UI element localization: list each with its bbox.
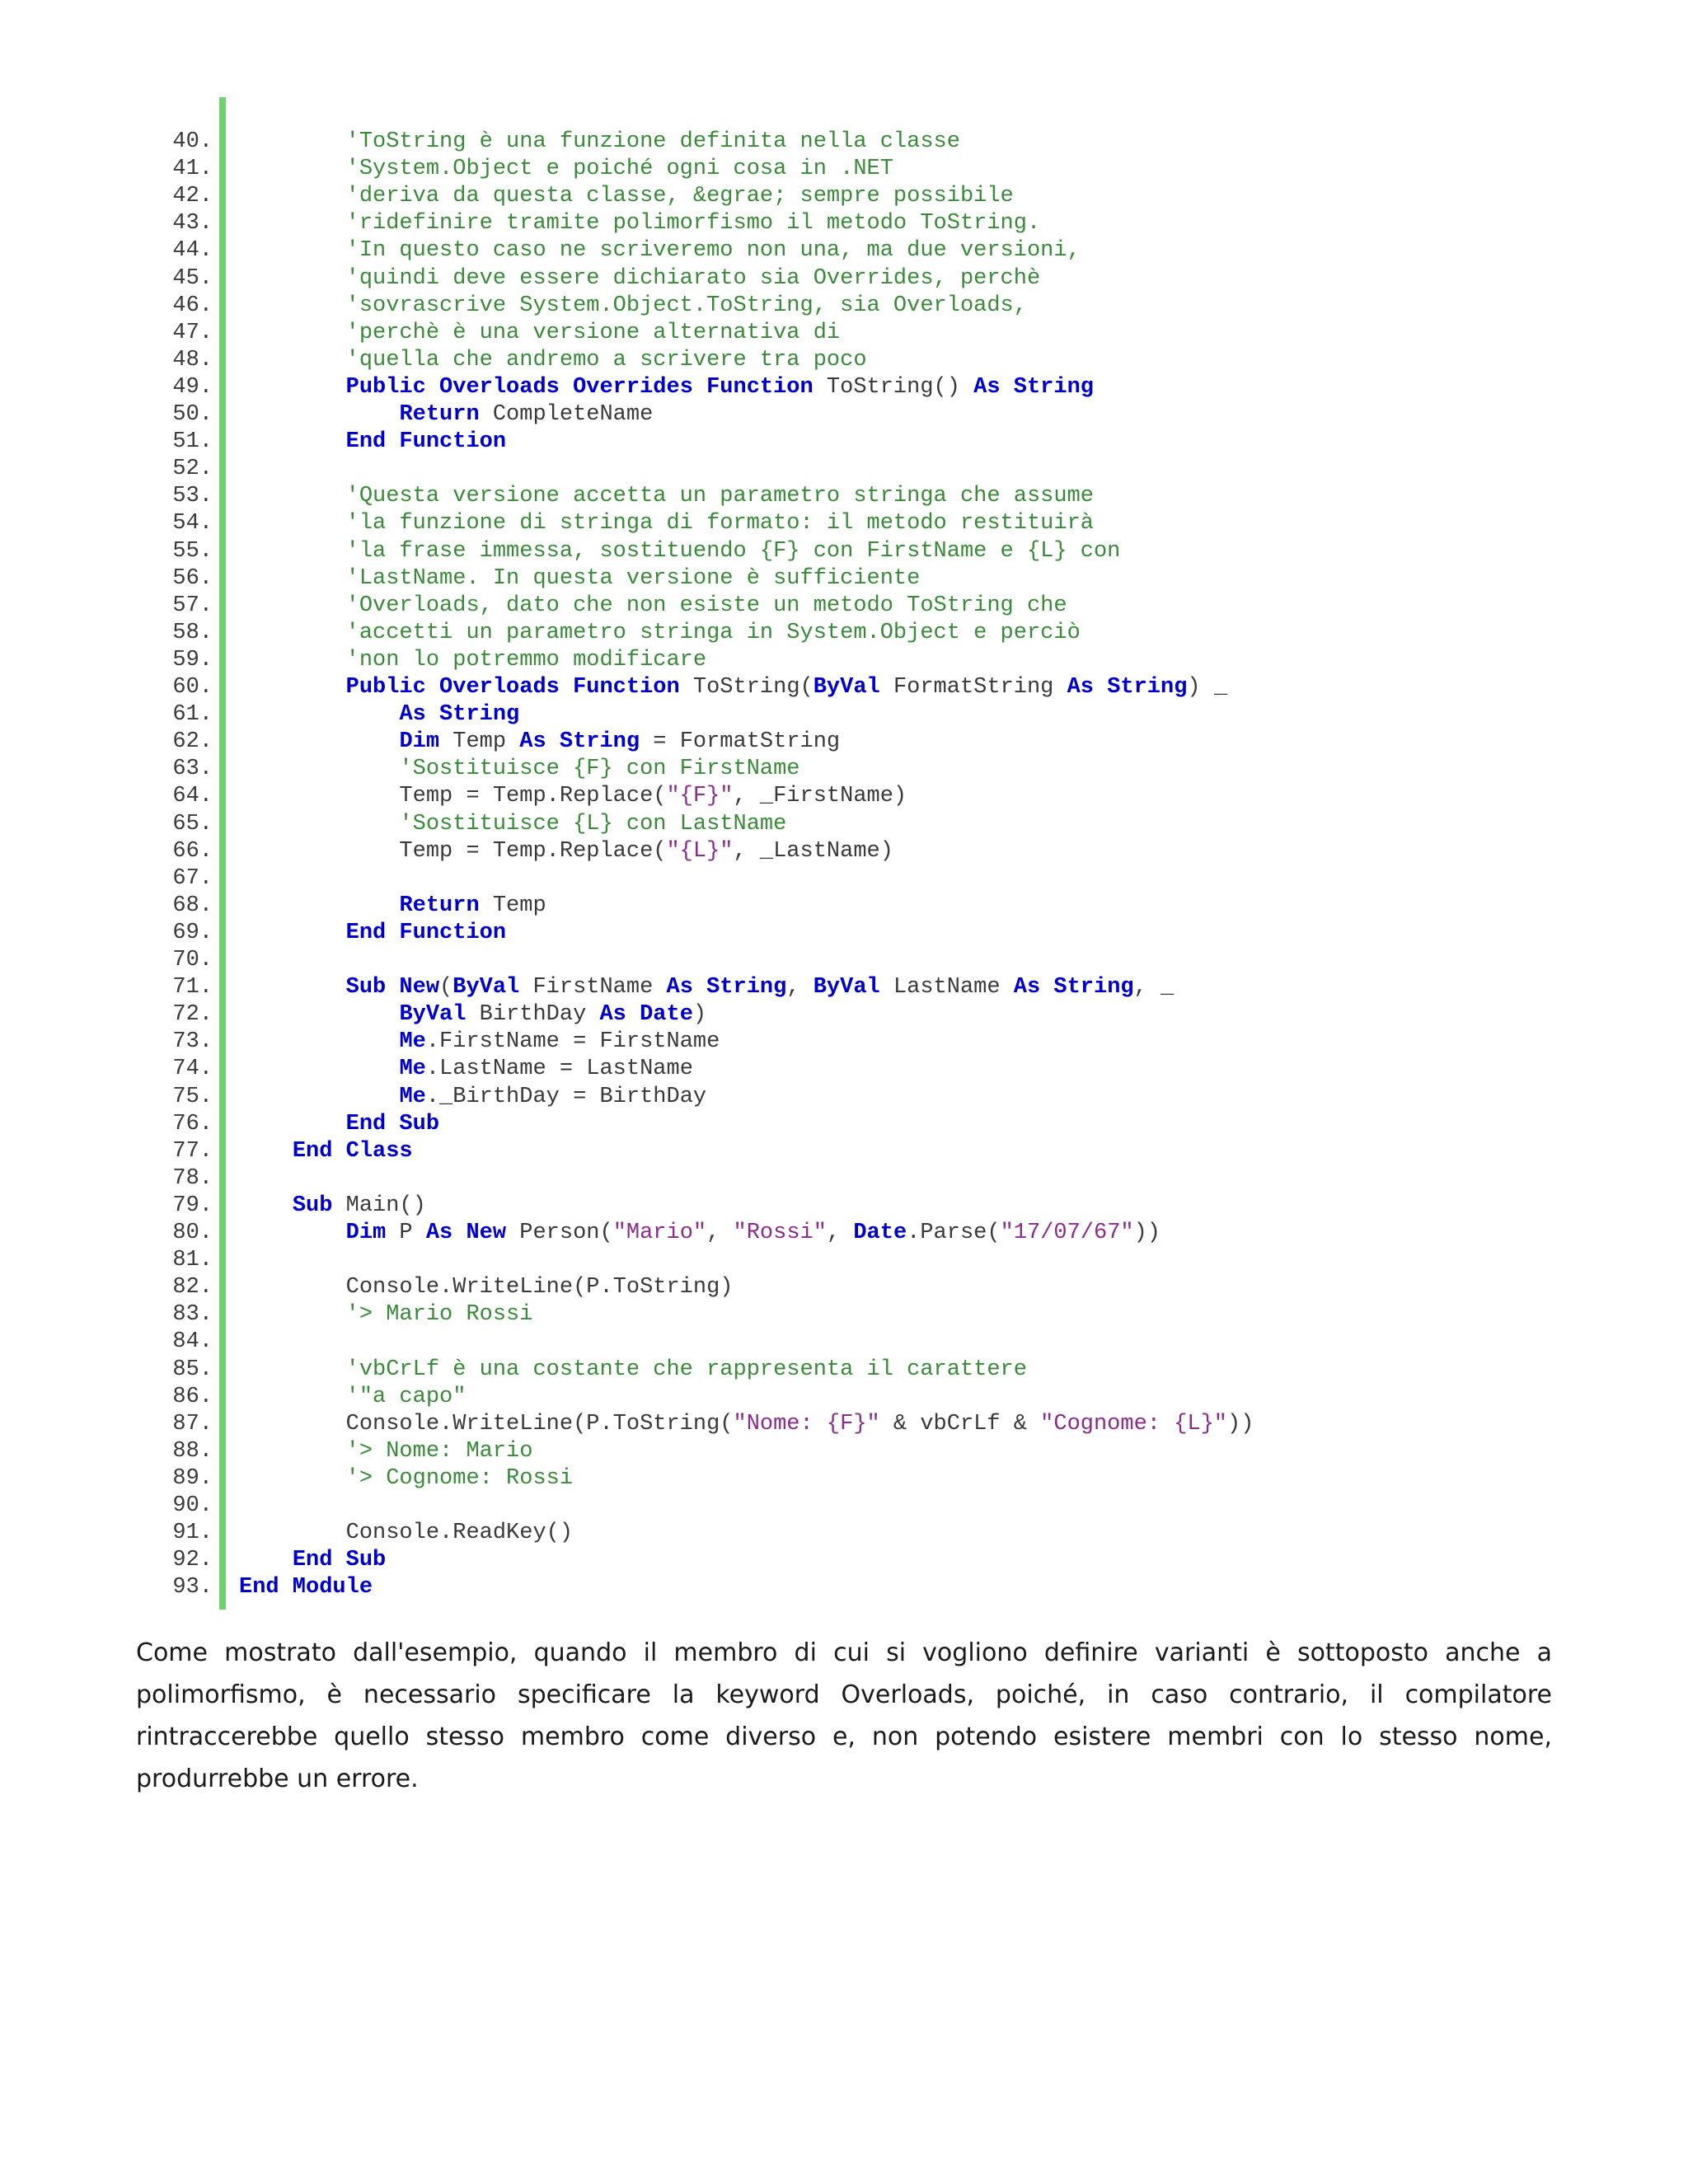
code-line (107, 483, 1343, 510)
code-token: Temp = Temp.Replace( (239, 784, 667, 809)
code-token: BirthDay (466, 1002, 600, 1028)
code-line (107, 156, 1343, 183)
code-token: P (386, 1221, 426, 1245)
code-line (107, 1520, 1343, 1547)
code-token: , (706, 1221, 734, 1245)
line-number: 46. (172, 293, 213, 318)
code-keyword: Public Overloads Overrides Function (345, 374, 814, 400)
code-token: Person( (506, 1221, 613, 1245)
code-line (107, 838, 1343, 865)
code-line (107, 210, 1343, 237)
code-token: ) _ (1187, 675, 1228, 700)
code-text (239, 920, 506, 947)
code-line (107, 320, 1343, 347)
code-keyword: As String (1067, 675, 1188, 700)
code-keyword: Me (399, 1029, 426, 1055)
code-token: )) (1227, 1411, 1254, 1436)
code-text (239, 1547, 386, 1574)
code-text (239, 510, 1094, 537)
code-comment: 'Overloads, dato che non esiste un metodo ToString che (239, 593, 1067, 618)
code-keyword: As String (1013, 975, 1134, 1001)
code-token (239, 702, 399, 727)
code-text (239, 811, 786, 838)
code-text (239, 1301, 532, 1329)
line-number: 45. (172, 265, 213, 291)
code-text (239, 347, 867, 374)
code-keyword: Dim (399, 729, 440, 755)
code-keyword: Sub New (345, 975, 440, 1001)
code-comment: 'la funzione di stringa di formato: il metodo restituirà (239, 511, 1094, 537)
code-line (107, 593, 1343, 620)
line-number: 43. (172, 211, 213, 237)
line-number: 54. (172, 511, 213, 537)
code-text (239, 1138, 413, 1165)
code-token: Main() (332, 1193, 426, 1218)
code-text (239, 647, 706, 674)
code-token: )) (1133, 1221, 1161, 1245)
code-line (107, 1165, 1343, 1193)
code-keyword: End Function (345, 920, 507, 945)
code-token: ToString() (813, 374, 974, 400)
code-token (239, 1085, 399, 1109)
line-number: 53. (172, 484, 213, 509)
code-token: , (826, 1221, 854, 1245)
line-number: 80. (172, 1221, 213, 1245)
line-number: 81. (172, 1248, 213, 1273)
code-keyword: ByVal (399, 1002, 467, 1028)
line-number: 86. (172, 1384, 213, 1409)
code-token: Console.WriteLine(P.ToString( (239, 1411, 734, 1436)
code-token: .LastName = LastName (425, 1057, 693, 1082)
code-token (239, 1002, 399, 1027)
line-number: 66. (172, 838, 213, 864)
code-token: LastName (879, 975, 1014, 1001)
line-number: 67. (172, 865, 213, 891)
code-text (239, 729, 840, 756)
code-keyword: End Module (239, 1575, 373, 1601)
code-line (107, 811, 1343, 838)
code-text (239, 974, 1174, 1001)
code-line (107, 1220, 1343, 1247)
code-text (239, 1274, 734, 1301)
code-text (239, 756, 800, 783)
code-comment: '> Nome: Mario (239, 1438, 533, 1464)
code-line (107, 401, 1343, 429)
code-line (107, 865, 1343, 893)
code-line (107, 783, 1343, 810)
line-number: 51. (172, 429, 213, 455)
line-number: 48. (172, 347, 213, 373)
code-token: = FormatString (640, 729, 841, 755)
line-number: 73. (172, 1029, 213, 1055)
code-line (107, 183, 1343, 210)
code-comment: 'LastName. In questa versione è sufficiente (239, 565, 921, 591)
code-keyword: Public Overloads Function (345, 675, 680, 700)
code-keyword: As String (973, 374, 1094, 400)
code-text (239, 1384, 466, 1411)
code-keyword: End Sub (292, 1548, 387, 1573)
code-line (107, 647, 1343, 674)
code-line (107, 1247, 1343, 1274)
code-token: ) (692, 1002, 707, 1028)
code-token: , _FirstName) (733, 784, 907, 809)
code-token (239, 1029, 399, 1054)
code-token (239, 729, 399, 754)
code-keyword: End Function (345, 429, 507, 455)
code-keyword: ByVal (813, 675, 880, 700)
code-token: , _ (1133, 975, 1175, 1001)
code-comment: 'Sostituisce {F} con FirstName (239, 757, 800, 782)
code-token: , (786, 975, 814, 1001)
code-line (107, 1274, 1343, 1301)
code-line (107, 565, 1343, 593)
code-keyword: Return (399, 893, 480, 918)
code-line (107, 429, 1343, 456)
code-line (107, 1493, 1343, 1520)
line-number: 74. (172, 1057, 213, 1082)
code-line (107, 374, 1343, 401)
code-line (107, 265, 1343, 293)
code-line (107, 947, 1343, 974)
code-comment: 'ridefinire tramite polimorfismo il metodo ToString. (239, 211, 1041, 237)
code-keyword: Me (399, 1057, 426, 1082)
code-line (107, 1193, 1343, 1220)
code-text (239, 483, 1094, 510)
line-number: 83. (172, 1302, 213, 1328)
code-token: , _LastName) (733, 838, 893, 864)
code-line (107, 1411, 1343, 1438)
code-string: "17/07/67" (1000, 1221, 1134, 1245)
code-comment: 'accetti un parametro stringa in System.Object e perciò (239, 620, 1081, 645)
line-number: 69. (172, 920, 213, 945)
code-line (107, 1084, 1343, 1111)
code-line (107, 620, 1343, 647)
line-number: 87. (172, 1411, 213, 1436)
code-text (239, 1084, 706, 1111)
code-text (239, 620, 1081, 647)
code-token (239, 1112, 346, 1137)
code-token: ( (439, 975, 453, 1001)
line-number: 59. (172, 647, 213, 673)
code-line (107, 237, 1343, 265)
code-token (239, 1139, 293, 1164)
line-number: 90. (172, 1493, 213, 1518)
code-line (107, 129, 1343, 156)
code-token: .Parse( (907, 1221, 1001, 1245)
code-token: ._BirthDay = BirthDay (425, 1084, 707, 1109)
code-text (239, 1111, 439, 1138)
code-line (107, 1357, 1343, 1384)
code-line (107, 538, 1343, 565)
code-token (239, 1548, 293, 1572)
line-number: 92. (172, 1548, 213, 1573)
code-token: .FirstName = FirstName (425, 1029, 720, 1055)
code-text (239, 893, 546, 920)
code-token: ToString( (679, 675, 814, 700)
line-number: 47. (172, 320, 213, 345)
code-text (239, 320, 840, 347)
code-keyword: Date (853, 1221, 907, 1245)
line-number: 40. (172, 129, 213, 154)
code-token (239, 1193, 293, 1218)
code-comment: 'System.Object e poiché ogni cosa in .NET (239, 157, 893, 182)
code-keyword: As New (425, 1221, 507, 1245)
line-number: 62. (172, 729, 213, 755)
line-number: 41. (172, 157, 213, 182)
code-line (107, 920, 1343, 947)
code-line (107, 456, 1343, 483)
code-text (239, 401, 653, 429)
code-token: FirstName (519, 975, 667, 1001)
line-number: 44. (172, 238, 213, 264)
line-number: 77. (172, 1138, 213, 1164)
code-keyword: ByVal (813, 975, 880, 1001)
code-line (107, 1056, 1343, 1083)
code-keyword: As String (399, 702, 520, 728)
code-comment: 'perchè è una versione alternativa di (239, 320, 841, 345)
code-text (239, 838, 893, 865)
code-token: CompleteName (479, 402, 654, 427)
line-number: 56. (172, 565, 213, 591)
line-number: 58. (172, 620, 213, 645)
code-text (239, 1220, 1160, 1247)
code-comment: 'sovrascrive System.Object.ToString, sia Overloads, (239, 293, 1027, 318)
line-number: 63. (172, 757, 213, 782)
code-string: "Rossi" (733, 1221, 827, 1245)
code-line (107, 674, 1343, 701)
code-comment: '> Mario Rossi (239, 1302, 533, 1328)
code-line (107, 1301, 1343, 1329)
line-number: 76. (172, 1111, 213, 1137)
code-text (239, 1001, 706, 1029)
code-text (239, 1438, 532, 1465)
line-number: 71. (172, 975, 213, 1001)
line-number: 85. (172, 1357, 213, 1382)
line-number: 61. (172, 702, 213, 728)
code-token (239, 402, 399, 427)
code-token (239, 375, 346, 400)
line-number: 93. (172, 1575, 213, 1601)
code-text (239, 210, 1040, 237)
code-token: Temp (479, 893, 546, 918)
line-number: 72. (172, 1002, 213, 1028)
code-line (107, 893, 1343, 920)
code-line (107, 1029, 1343, 1056)
code-comment: 'Sostituisce {L} con LastName (239, 811, 787, 837)
line-number: 70. (172, 948, 213, 972)
code-token: Console.ReadKey() (239, 1521, 574, 1546)
code-line (107, 1329, 1343, 1356)
code-comment: 'ToString è una funzione definita nella classe (239, 129, 960, 154)
code-text (239, 265, 1040, 293)
code-text (239, 1193, 426, 1220)
line-number: 57. (172, 593, 213, 618)
code-text (239, 129, 960, 156)
code-string: "{F}" (666, 784, 734, 809)
code-string: "{L}" (666, 838, 734, 864)
line-number: 82. (172, 1275, 213, 1301)
code-string: "Cognome: {L}" (1040, 1411, 1228, 1436)
code-comment: 'vbCrLf è una costante che rappresenta il carattere (239, 1357, 1027, 1382)
line-number: 64. (172, 784, 213, 809)
code-line (107, 293, 1343, 320)
code-token (239, 429, 346, 454)
code-text (239, 1056, 693, 1083)
code-string: "Mario" (612, 1221, 707, 1245)
code-token: Temp = Temp.Replace( (239, 838, 667, 864)
code-token: Temp (439, 729, 520, 755)
code-token (239, 921, 346, 945)
line-number: 91. (172, 1521, 213, 1546)
code-keyword: Me (399, 1084, 426, 1109)
code-line (107, 347, 1343, 374)
code-line (107, 701, 1343, 729)
code-token: & vbCrLf & (879, 1411, 1041, 1436)
code-line (107, 1465, 1343, 1493)
code-keyword: End Class (292, 1138, 413, 1164)
code-token (239, 675, 346, 700)
code-comment: '"a capo" (239, 1384, 467, 1409)
line-number: 55. (172, 538, 213, 564)
code-keyword: ByVal (452, 975, 520, 1001)
line-number: 65. (172, 811, 213, 837)
line-number: 78. (172, 1165, 213, 1191)
code-text (239, 565, 920, 593)
code-text (239, 237, 1081, 265)
code-text (239, 701, 519, 729)
code-keyword: End Sub (345, 1111, 440, 1137)
code-line (107, 1574, 1343, 1601)
code-text (239, 1029, 720, 1056)
code-token: Console.WriteLine(P.ToString) (239, 1275, 734, 1301)
code-comment: 'quella che andremo a scrivere tra poco (239, 347, 867, 373)
line-number: 79. (172, 1193, 213, 1218)
line-number: 42. (172, 184, 213, 209)
code-line (107, 1547, 1343, 1574)
code-comment: '> Cognome: Rossi (239, 1465, 574, 1491)
code-token (239, 893, 399, 918)
body-paragraph: Come mostrato dall'esempio, quando il membro di cui si vogliono definire varianti è sottoposto anche a polimorfismo, è necessario specificare la keyword Overloads, poiché, in caso contrario, il compilatore rintraccerebbe quello stesso membro come diverso e, non potendo esistere membri con lo stesso nome, produrrebbe un errore. (136, 1638, 1552, 1793)
line-number: 68. (172, 893, 213, 918)
code-text (239, 1574, 373, 1601)
line-number: 52. (172, 457, 213, 482)
code-comment: 'la frase immessa, sostituendo {F} con FirstName e {L} con (239, 538, 1121, 564)
code-text (239, 374, 1094, 401)
code-line (107, 1138, 1343, 1165)
code-text (239, 293, 1027, 320)
code-line (107, 729, 1343, 756)
line-number: 60. (172, 675, 213, 700)
code-keyword: As Date (599, 1002, 693, 1028)
code-token: FormatString (879, 675, 1067, 700)
code-text (239, 593, 1067, 620)
code-line (107, 974, 1343, 1001)
code-line (107, 1438, 1343, 1465)
code-comment: 'non lo potremmo modificare (239, 647, 707, 673)
code-text (239, 156, 893, 183)
code-keyword: Return (399, 402, 480, 427)
code-text (239, 429, 506, 456)
line-number: 88. (172, 1438, 213, 1464)
code-keyword: As String (519, 729, 640, 755)
line-number: 84. (172, 1329, 213, 1355)
code-line (107, 1001, 1343, 1029)
code-text (239, 538, 1120, 565)
line-number: 89. (172, 1465, 213, 1491)
code-keyword: As String (666, 975, 787, 1001)
code-text (239, 674, 1227, 701)
code-text (239, 1357, 1027, 1384)
code-text (239, 783, 907, 810)
code-keyword: Sub (292, 1193, 333, 1218)
line-number: 50. (172, 402, 213, 427)
code-text (239, 1520, 573, 1547)
code-token (239, 975, 346, 1000)
code-comment: 'quindi deve essere dichiarato sia Overrides, perchè (239, 265, 1041, 291)
code-token (239, 1057, 399, 1081)
line-number: 75. (172, 1084, 213, 1109)
code-text (239, 183, 1014, 210)
code-line (107, 1384, 1343, 1411)
line-number: 49. (172, 374, 213, 400)
code-token (239, 1221, 346, 1245)
code-line (107, 756, 1343, 783)
code-comment: 'In questo caso ne scriveremo non una, ma due versioni, (239, 238, 1081, 264)
code-text (239, 1411, 1254, 1438)
code-line (107, 1111, 1343, 1138)
code-string: "Nome: {F}" (733, 1411, 880, 1436)
code-keyword: Dim (345, 1221, 387, 1245)
code-line (107, 510, 1343, 537)
code-comment: 'Questa versione accetta un parametro stringa che assume (239, 484, 1094, 509)
code-comment: 'deriva da questa classe, &egrae; sempre possibile (239, 184, 1014, 209)
code-text (239, 1465, 573, 1493)
